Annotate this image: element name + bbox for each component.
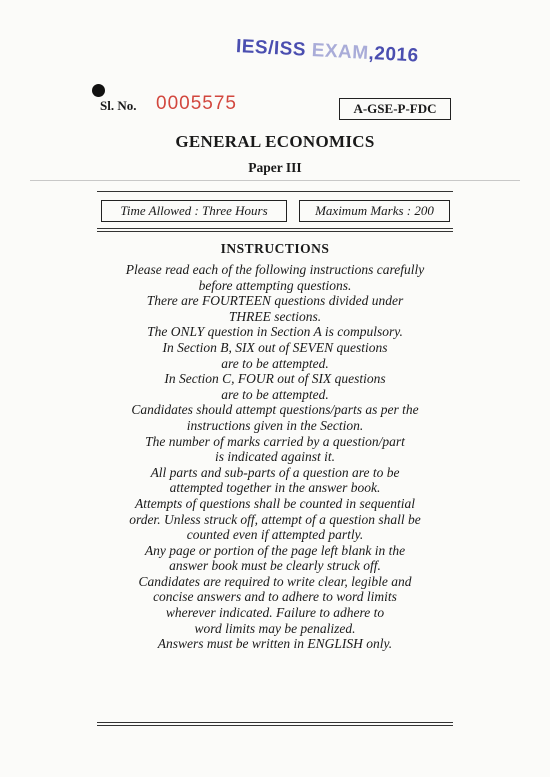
instruction-line: attempted together in the answer book. xyxy=(169,480,381,496)
maximum-marks-box: Maximum Marks : 200 xyxy=(299,200,450,222)
instruction-line: order. Unless struck off, attempt of a question shall be xyxy=(129,511,421,527)
top-rule xyxy=(97,191,453,192)
instruction-line: Please read each of the following instructions carefully xyxy=(125,262,425,277)
page-title: GENERAL ECONOMICS xyxy=(175,132,375,151)
instruction-line: Candidates are required to write clear, legible and xyxy=(138,573,412,589)
instruction-line: THREE sections. xyxy=(228,308,322,324)
instruction-line: Attempts of questions shall be counted in sequential xyxy=(134,495,416,511)
instruction-line: answer book must be clearly struck off. xyxy=(169,558,381,574)
instruction-line: word limits may be penalized. xyxy=(194,620,356,636)
instruction-line: instructions given in the Section. xyxy=(186,417,364,433)
time-allowed-box: Time Allowed : Three Hours xyxy=(101,200,287,222)
instruction-line: Candidates should attempt questions/parts as per the xyxy=(131,402,419,418)
instruction-line: There are FOURTEEN questions divided under xyxy=(146,293,404,309)
faint-rule xyxy=(30,180,520,181)
instruction-line: before attempting questions. xyxy=(198,277,352,293)
instruction-line: In Section C, FOUR out of SIX questions xyxy=(164,371,386,387)
paper-subtitle: Paper III xyxy=(248,160,302,175)
instruction-line: are to be attempted. xyxy=(221,355,329,371)
stamp-text-3: ,2016 xyxy=(368,42,420,67)
instructions-heading: INSTRUCTIONS xyxy=(220,241,330,256)
instruction-line: concise answers and to adhere to word limits xyxy=(153,589,397,605)
instruction-line: All parts and sub-parts of a question are to be xyxy=(150,464,400,480)
instruction-line: wherever indicated. Failure to adhere to xyxy=(165,605,385,621)
double-rule-upper xyxy=(97,228,453,229)
bullet-dot-icon xyxy=(92,84,105,97)
instructions-list xyxy=(90,262,460,652)
instruction-line: counted even if attempted partly. xyxy=(186,527,364,543)
exam-stamp xyxy=(235,36,419,68)
bottom-double-rule-lower xyxy=(97,725,453,726)
stamp-text-2: EXAM xyxy=(311,39,370,64)
serial-number: 0005575 xyxy=(156,93,237,114)
instruction-line: The number of marks carried by a question/part xyxy=(145,433,405,449)
serial-label: Sl. No. xyxy=(100,98,137,113)
bottom-double-rule-upper xyxy=(97,722,453,723)
instruction-line: The ONLY question in Section A is compulsory. xyxy=(147,324,403,340)
instruction-line: Any page or portion of the page left blank in the xyxy=(144,542,406,558)
instruction-line: is indicated against it. xyxy=(215,449,335,465)
instruction-line: are to be attempted. xyxy=(221,386,329,402)
instruction-line: In Section B, SIX out of SEVEN questions xyxy=(162,339,388,355)
stamp-text-1: IES/ISS xyxy=(235,36,313,61)
paper-code-box: A-GSE-P-FDC xyxy=(339,98,451,120)
instruction-line: Answers must be written in ENGLISH only. xyxy=(157,636,393,652)
double-rule-lower xyxy=(97,231,453,232)
